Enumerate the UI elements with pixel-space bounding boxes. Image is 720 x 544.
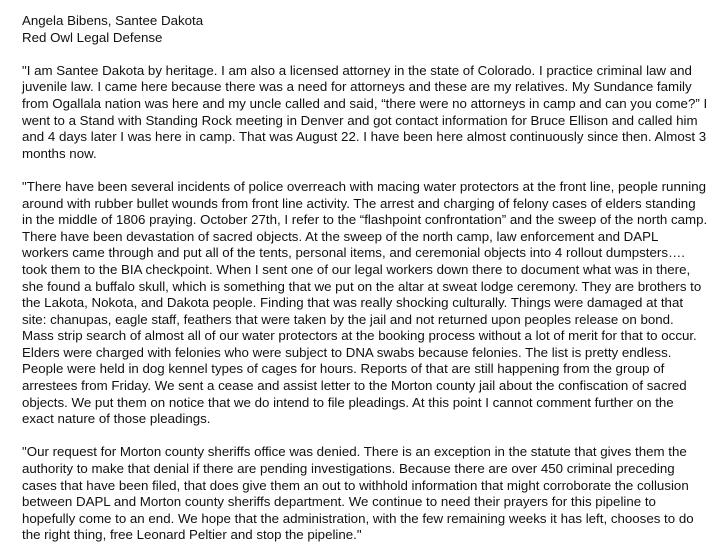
organization-line: Red Owl Legal Defense	[22, 29, 163, 45]
document-body	[22, 13, 708, 544]
quote-paragraph-2: "There have been several incidents of police overreach with macing water protectors at the front line, people running around with rubber bullet wounds from front line activity. The arrest and charging of felony cases of elders standing in the middle of 1806 praying. October 27th, I refer to the “flashpoint confrontation” and the sweep of the north camp. There have been devastation of sacred objects. At the sweep of the north camp, law enforcement and DAPL workers came through and put all of the tents, personal items, and ceremonial objects into 4 rollout dumpsters…. took them to the BIA checkpoint. When I sent one of our legal workers down there to document what was in there, she found a buffalo skull, which is something that we put on the altar at sweat lodge ceremony. They are brothers to the Lakota, Nokota, and Dakota people. Finding that was really shocking culturally. Things were damaged at that site: chanupas, eagle staff, feathers that were taken by the jail and not returned upon peoples release on bond. Mass strip search of almost all of our water protectors at the booking process without a lot of merit for that to occur. Elders were charged with felonies who were subject to DNA swabs because felonies. The list is pretty endless. People were held in dog kennel types of cages for hours. Reports of that are still happening from the group of arrestees from Friday. We sent a cease and assist letter to the Morton county jail about the confiscation of sacred objects. We put them on notice that we do intend to file pleadings. At this point I cannot comment further on the exact nature of those pleadings.	[22, 178, 708, 427]
quote-paragraph-3: "Our request for Morton county sheriffs office was denied. There is an exception in the statute that gives them the authority to make that denial if there are pending investigations. Because there are over 450 criminal preceding cases that have been filed, that does give them an out to withhold information that might corroborate the collusion between DAPL and Morton county sheriffs department. We continue to need their prayers for this pipeline to hopefully come to an end. We hope that the administration, with the few remaining weeks it has left, chooses to do the right thing, free Leonard Peltier and stop the pipeline."	[22, 444, 694, 543]
author-line: Angela Bibens, Santee Dakota	[22, 13, 204, 28]
quote-paragraph-1: "I am Santee Dakota by heritage. I am also a licensed attorney in the state of Colorado. I practice criminal law and juvenile law. I came here because there was a need for attorneys and these are my relatives. My Sundance family from Ogallala nation was here and my uncle called and said, “there were no attorneys in camp and can you come?” I went to a Stand with Standing Rock meeting in Denver and got contact information for Bruce Ellison and called him and 4 days later I was here in camp. That was August 22. I have been here almost continuously since then. Almost 3 months now.	[22, 62, 708, 161]
